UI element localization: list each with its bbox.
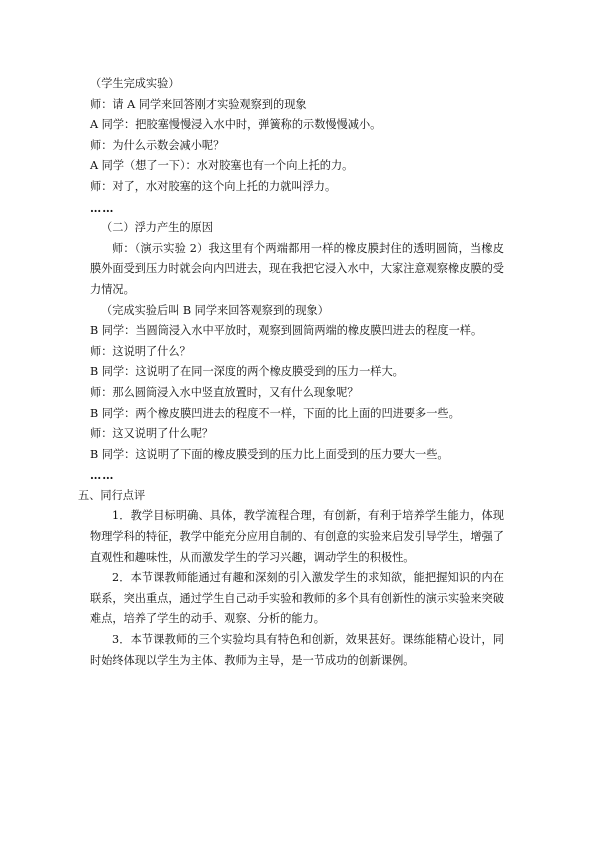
dialogue-line: B 同学：这说明了在同一深度的两个橡皮膜受到的压力一样大。 <box>90 365 404 379</box>
dialogue-line: 师：对了，水对胶塞的这个向上托的力就叫浮力。 <box>90 179 337 193</box>
dialogue-line: 师：这又说明了什么呢？ <box>90 427 214 441</box>
demo-experiment-paragraph: 师：（演示实验 2）我这里有个两端都用一样的橡皮膜封住的透明圆筒，当橡皮膜外面受到压力时就会向内凹进去，现在我把它浸入水中，大家注意观察橡皮膜的受力情况。 <box>90 241 504 296</box>
ellipsis-mark: …… <box>90 200 115 215</box>
dialogue-line: B 同学：当圆筒浸入水中平放时，观察到圆筒两端的橡皮膜凹进去的程度一样。 <box>90 324 483 338</box>
dialogue-line: B 同学：这说明了下面的橡皮膜受到的压力比上面受到的压力要大一些。 <box>90 447 449 461</box>
section-heading-peer-review: 五、同行点评 <box>78 488 146 502</box>
ellipsis-mark: …… <box>90 468 115 483</box>
dialogue-line: A 同学：把胶塞慢慢浸入水中时，弹簧称的示数慢慢减小。 <box>90 118 382 132</box>
dialogue-line: 师：那么圆筒浸入水中竖直放置时，又有什么现象呢？ <box>90 385 359 399</box>
dialogue-line: 师：请 A 同学来回答刚才实验观察到的现象 <box>90 97 307 111</box>
dialogue-line: A 同学（想了一下）：水对胶塞也有一个向上托的力。 <box>90 159 354 173</box>
dialogue-line: 师：这说明了什么？ <box>90 344 191 358</box>
dialogue-line: B 同学：两个橡皮膜凹进去的程度不一样，下面的比上面的凹进要多一些。 <box>90 406 460 420</box>
document-body <box>78 74 504 671</box>
dialogue-line: 师：为什么示数会减小呢？ <box>90 138 225 152</box>
subheading-buoyancy-cause: （二）浮力产生的原因 <box>101 221 213 235</box>
review-paragraph-3: 3．本节课教师的三个实验均具有特色和创新，效果甚好。课练能精心设计，同时始终体现以学生为主体、教师为主导，是一节成功的创新课例。 <box>90 633 504 667</box>
stage-direction-student-experiment: （学生完成实验） <box>90 77 180 90</box>
review-paragraph-1: 1．教学目标明确、具体，教学流程合理，有创新，有利于培养学生能力，体现物理学科的特征，教学中能充分应用自制的、有创意的实验来启发引导学生，增强了直观性和趣味性，从而激发学生的学习兴趣，调动学生的积极性。 <box>90 509 504 564</box>
review-paragraph-2: 2．本节课教师能通过有趣和深刻的引入激发学生的求知欲，能把握知识的内在联系，突出重点，通过学生自己动手实验和教师的多个具有创新性的演示实验来突破难点，培养了学生的动手、观察、分析的能力。 <box>90 571 504 626</box>
stage-direction-after-demo: （完成实验后叫 B 同学来回答观察到的现象） <box>101 303 329 317</box>
